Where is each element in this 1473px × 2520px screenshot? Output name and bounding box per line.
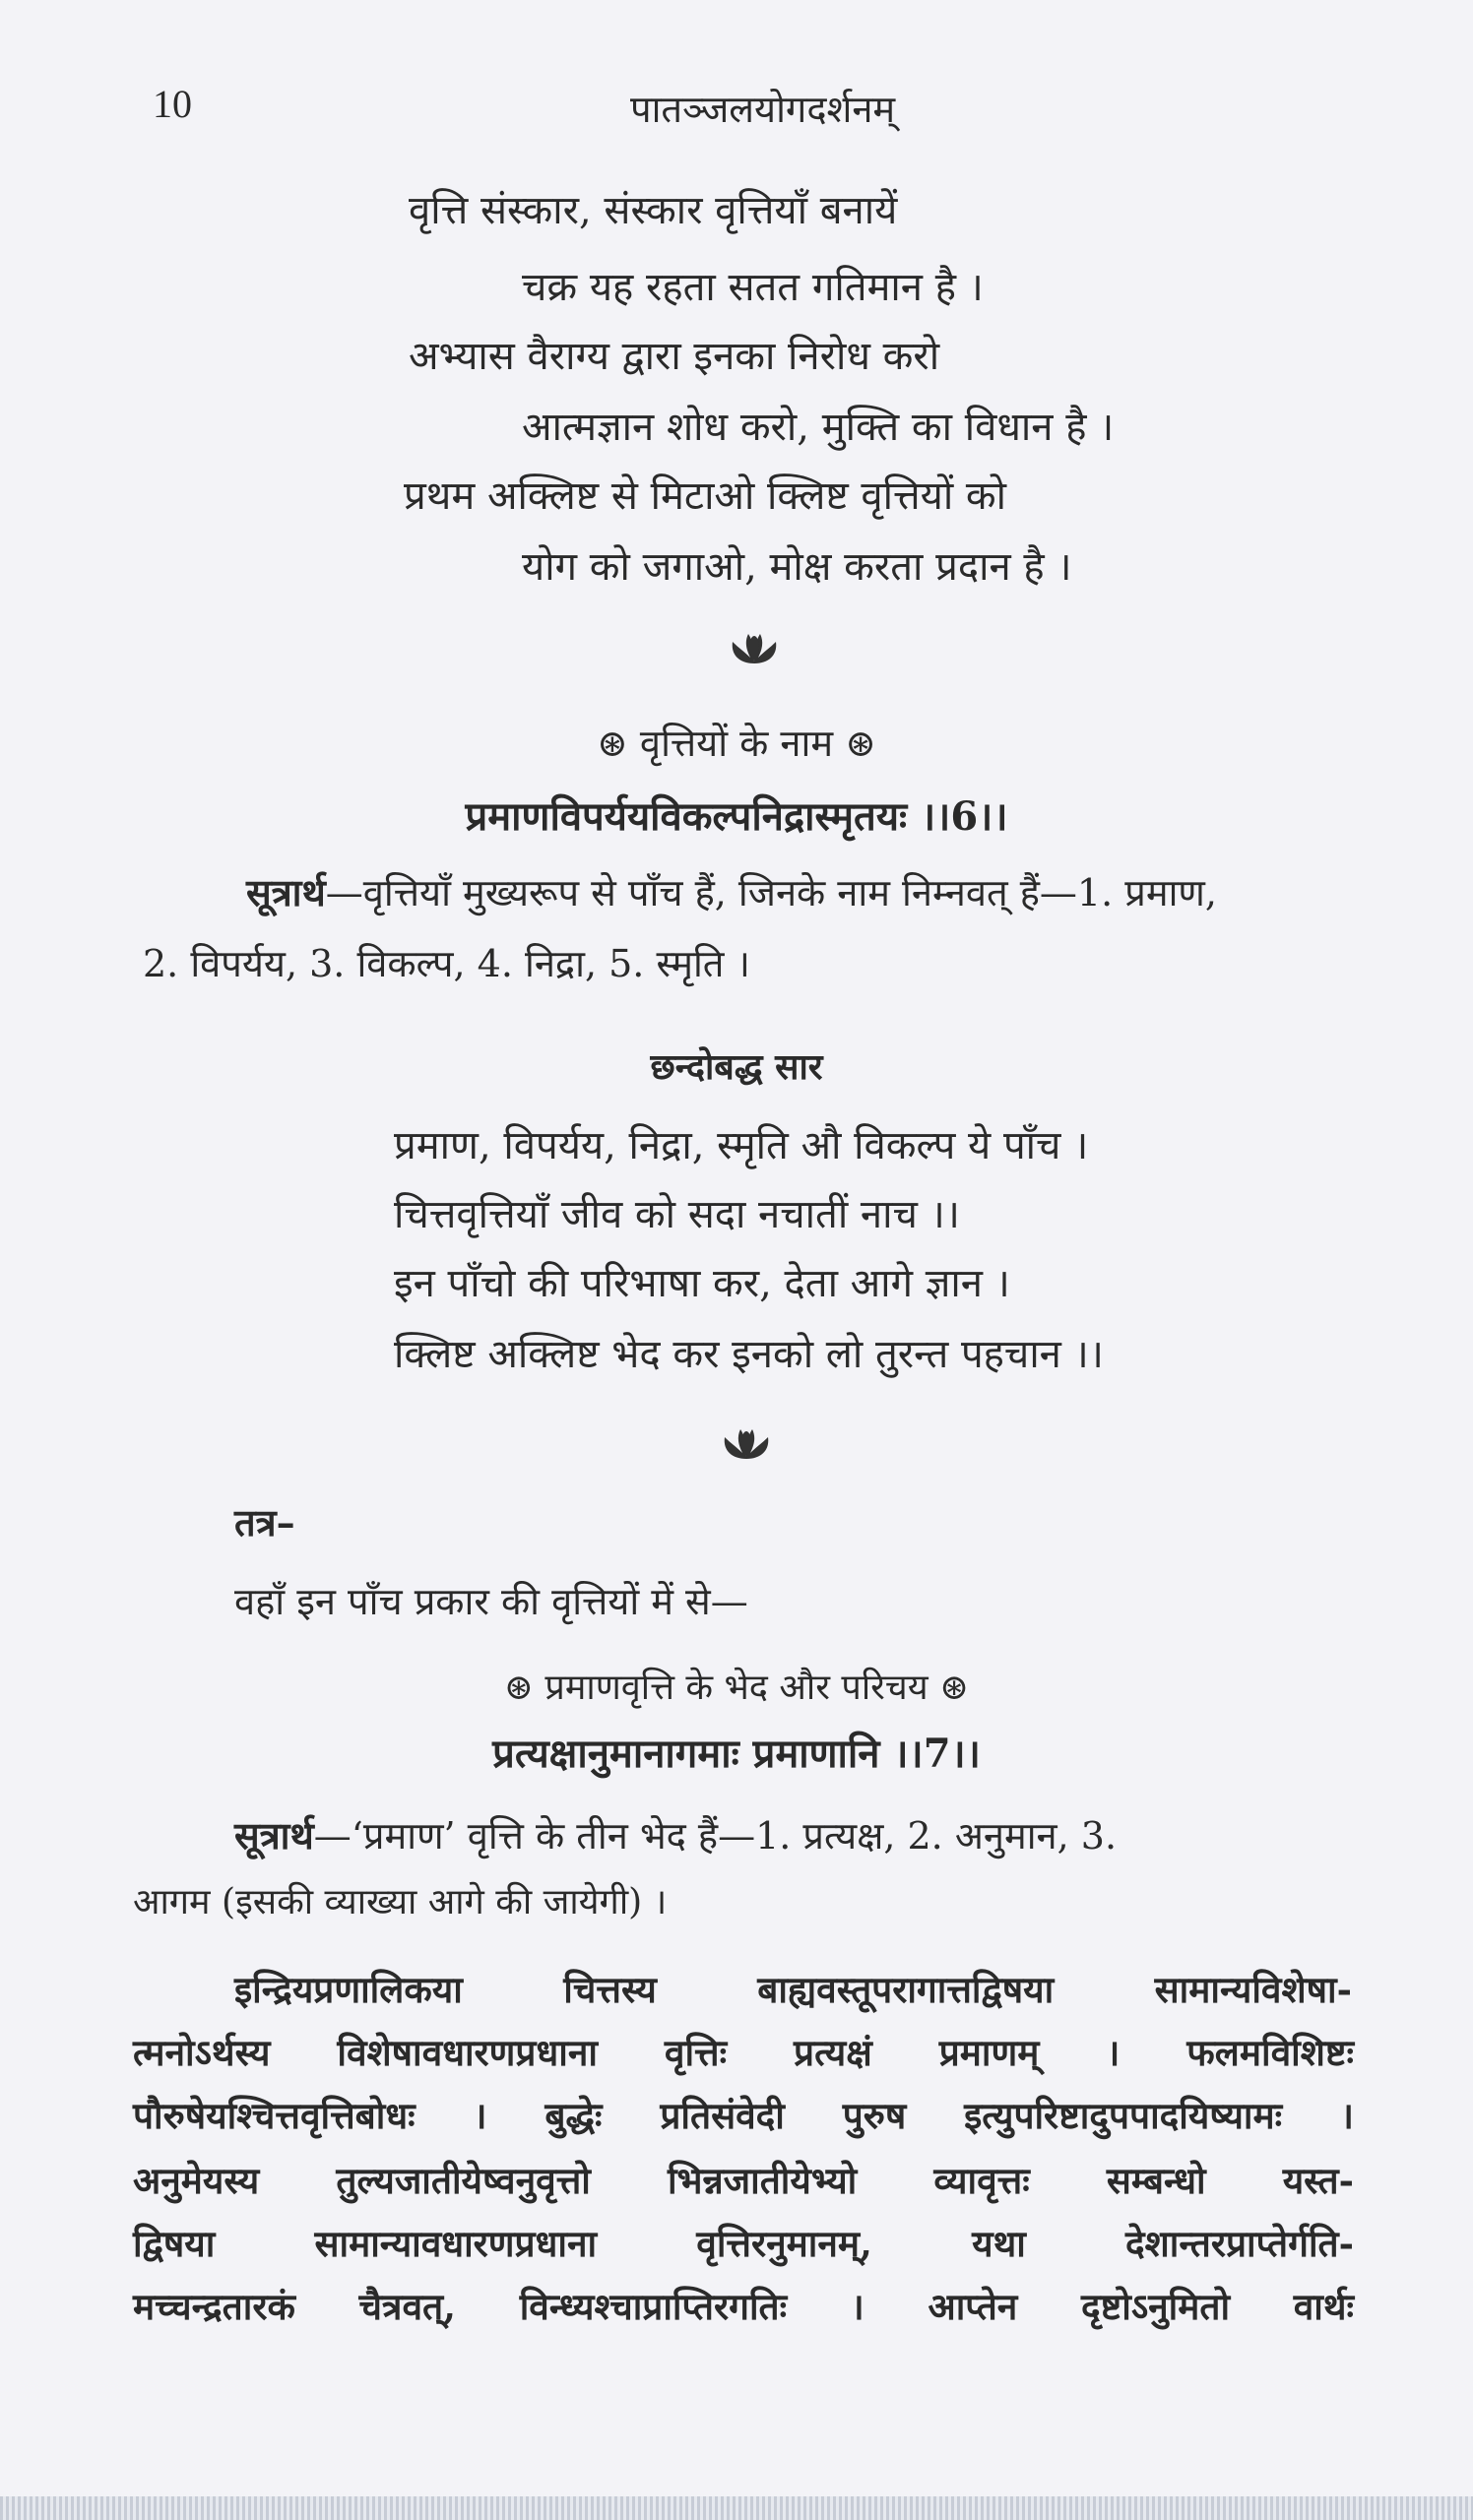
bhashya-line	[234, 1961, 1352, 2018]
bhashya-text: अनुमेयस्य तुल्यजातीयेष्वनुवृत्तो भिन्नजातीयेभ्यो व्यावृत्तः सम्बन्धो यस्त-	[133, 2159, 1354, 2202]
tatra-description: वहाँ इन पाँच प्रकार की वृत्तियों में से—	[234, 1580, 748, 1623]
sutra-7: प्रत्यक्षानुमानागमाः प्रमाणानि ।।7।।	[492, 1731, 981, 1777]
page-number: 10	[153, 82, 192, 126]
bhashya-line	[133, 2215, 1354, 2272]
chhand-title: छन्दोबद्ध सार	[650, 1046, 823, 1088]
bhashya-line	[133, 2152, 1354, 2209]
bhashya-line	[133, 2024, 1354, 2081]
bhashya-line	[133, 2278, 1354, 2335]
poem2-line: इन पाँचो की परिभाषा कर, देता आगे ज्ञान ।	[394, 1261, 1010, 1306]
poem2-line: प्रमाण, विपर्यय, निद्रा, स्मृति औ विकल्प ये पाँच ।	[394, 1123, 1089, 1168]
poem2-line: चित्तवृत्तियाँ जीव को सदा नचातीं नाच ।।	[394, 1192, 960, 1237]
sutrartha-label: सूत्रार्थ	[234, 1813, 314, 1858]
bhashya-text: पौरुषेयश्चित्तवृत्तिबोधः । बुद्धेः प्रतिसंवेदी पुरुष इत्युपरिष्टादुपपादयिष्यामः ।	[133, 2094, 1354, 2137]
lotus-ornament-icon	[719, 1425, 774, 1461]
bhashya-text: त्मनोऽर्थस्य विशेषावधारणप्रधाना वृत्तिः प्रत्यक्षं प्रमाणम् । फलमविशिष्टः	[133, 2031, 1354, 2074]
sutrartha-label: सूत्रार्थ	[246, 870, 326, 914]
lotus-ornament-icon	[727, 630, 782, 665]
tatra: तत्र–	[234, 1500, 295, 1544]
sutrartha-text: —‘प्रमाण’ वृत्ति के तीन भेद हैं—1. प्रत्यक्ष, 2. अनुमान, 3.	[313, 1814, 1118, 1858]
scan-edge	[0, 2496, 1473, 2520]
bhashya-text: द्विषया सामान्यावधारणप्रधाना वृत्तिरनुमानम्, यथा देशान्तरप्राप्तेर्गति-	[133, 2222, 1354, 2265]
running-head: पातञ्जलयोगदर्शनम्	[630, 88, 896, 131]
sutra-6: प्रमाणविपर्ययविकल्पनिद्रास्मृतयः ।।6।।	[465, 793, 1008, 840]
sutrartha-1-cont: 2. विपर्यय, 3. विकल्प, 4. निद्रा, 5. स्मृति ।	[143, 942, 750, 985]
bhashya-line	[133, 2087, 1354, 2144]
bhashya-text: इन्द्रियप्रणालिकया चित्तस्य बाह्यवस्तूपरागात्तद्विषया सामान्यविशेषा-	[234, 1968, 1352, 2011]
poem2-line: क्लिष्ट अक्लिष्ट भेद कर इनको लो तुरन्त पहचान ।।	[394, 1332, 1104, 1377]
poem1-line: चक्र यह रहता सतत गतिमान है ।	[522, 265, 984, 310]
poem1-line: प्रथम अक्लिष्ट से मिटाओ क्लिष्ट वृत्तियों को	[404, 473, 1007, 519]
poem1-line: वृत्ति संस्कार, संस्कार वृत्तियाँ बनायें	[409, 188, 898, 233]
poem1-line: आत्मज्ञान शोध करो, मुक्ति का विधान है ।	[522, 405, 1115, 450]
sutrartha-1	[246, 866, 1217, 917]
sutrartha-2-cont: आगम (इसकी व्याख्या आगे की जायेगी) ।	[133, 1882, 668, 1922]
sutrartha-2	[234, 1809, 1117, 1860]
bhashya-text: मच्चन्द्रतारकं चैत्रवत्, विन्ध्यश्चाप्राप्तिरगतिः । आप्तेन दृष्टोऽनुमितो वार्थः	[133, 2285, 1354, 2328]
poem1-line: अभ्यास वैराग्य द्वारा इनका निरोध करो	[409, 334, 940, 379]
section-title: ⊛ वृत्तियों के नाम ⊛	[597, 722, 876, 765]
poem1-line: योग को जगाओ, मोक्ष करता प्रदान है ।	[522, 544, 1072, 590]
section-title: ⊛ प्रमाणवृत्ति के भेद और परिचय ⊛	[503, 1668, 970, 1708]
sutrartha-text: —वृत्तियाँ मुख्यरूप से पाँच हैं, जिनके नाम निम्नवत् हैं—1. प्रमाण,	[325, 871, 1217, 914]
